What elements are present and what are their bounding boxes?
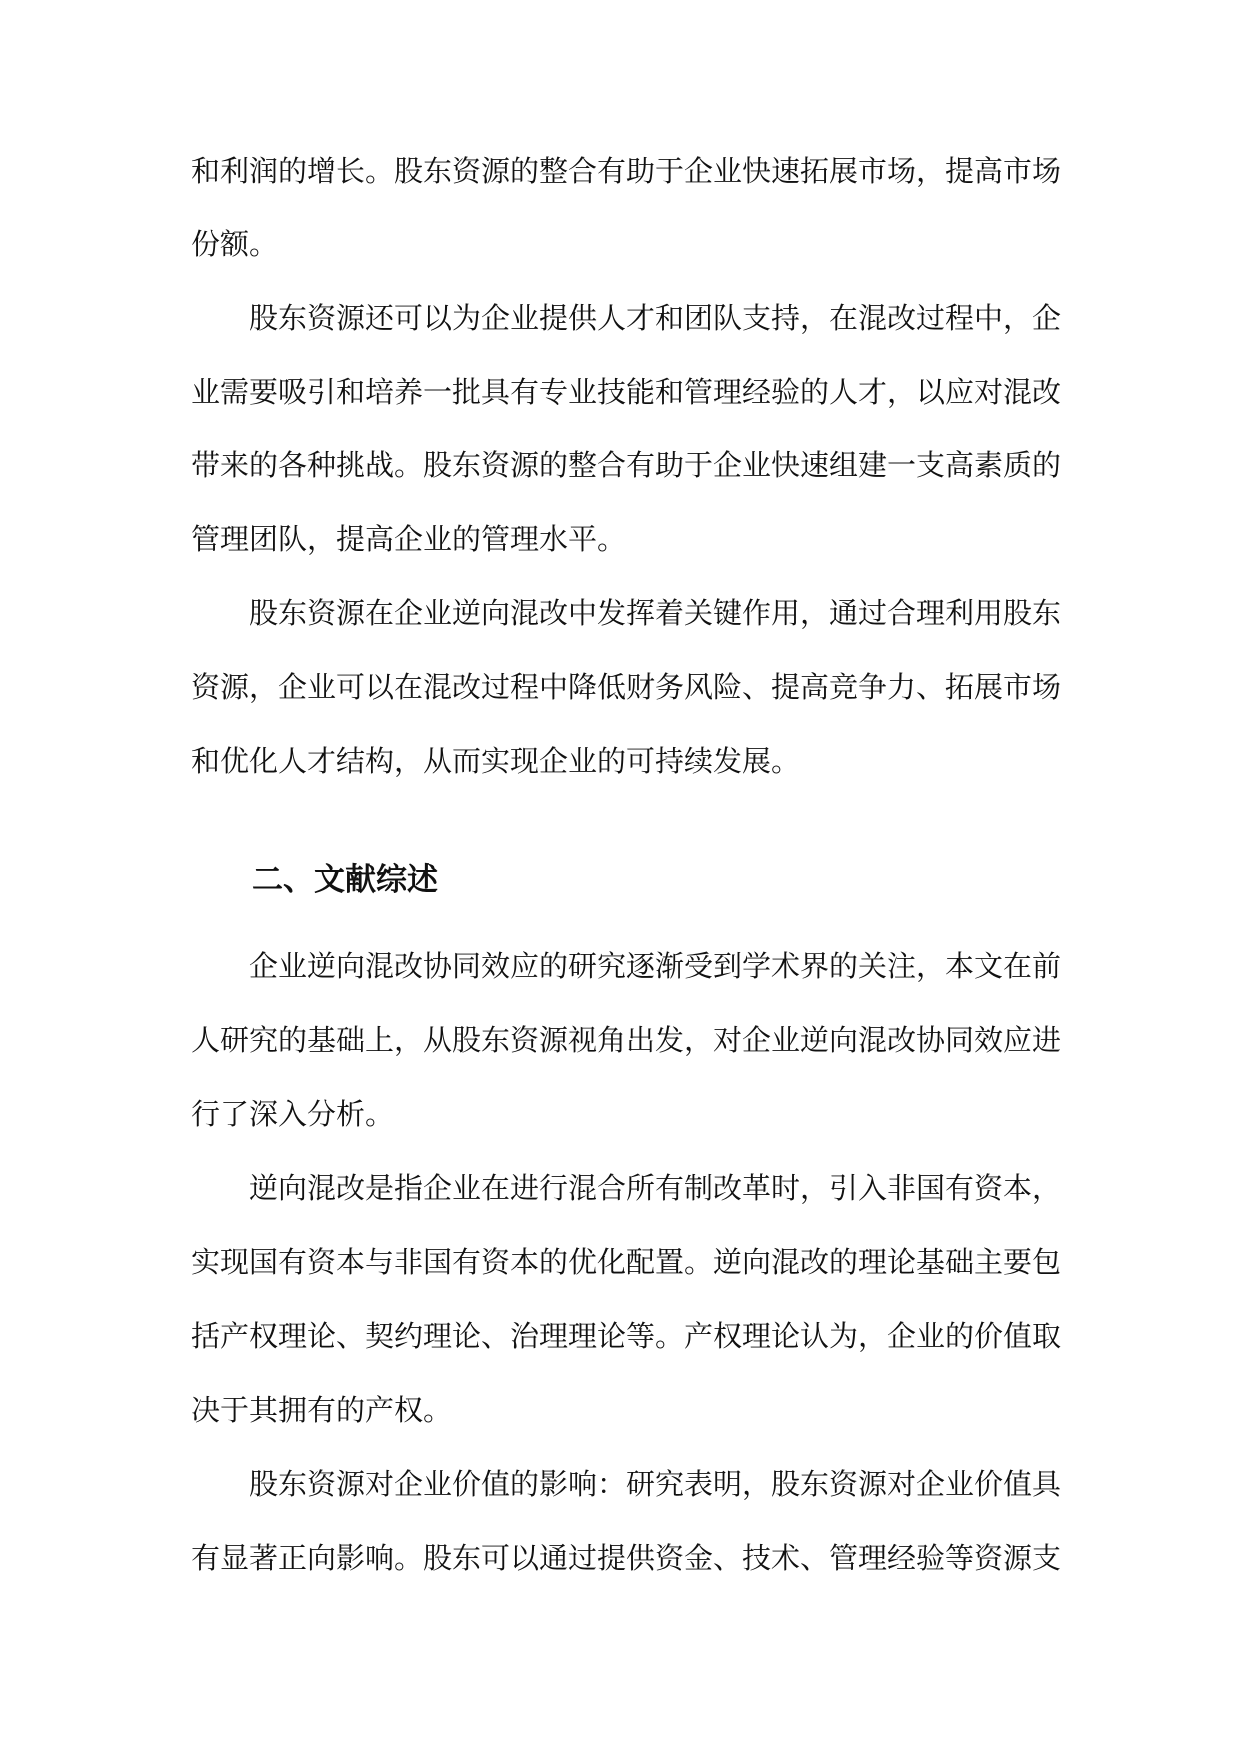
paragraph-line: 份额。 xyxy=(191,227,279,261)
paragraph-line: 有显著正向影响。股东可以通过提供资金、技术、管理经验等资源支 xyxy=(191,1541,1062,1575)
paragraph-line: 股东资源对企业价值的影响：研究表明，股东资源对企业价值具 xyxy=(249,1467,1062,1501)
paragraph-line: 管理团队，提高企业的管理水平。 xyxy=(191,522,627,556)
paragraph-line: 行了深入分析。 xyxy=(191,1097,395,1131)
paragraph-line: 企业逆向混改协同效应的研究逐渐受到学术界的关注，本文在前 xyxy=(249,949,1062,983)
paragraph-line: 业需要吸引和培养一批具有专业技能和管理经验的人才，以应对混改 xyxy=(191,375,1062,409)
paragraph-line: 人研究的基础上，从股东资源视角出发，对企业逆向混改协同效应进 xyxy=(191,1023,1062,1057)
paragraph-line: 实现国有资本与非国有资本的优化配置。逆向混改的理论基础主要包 xyxy=(191,1245,1062,1279)
paragraph-line: 决于其拥有的产权。 xyxy=(191,1393,453,1427)
paragraph-line: 括产权理论、契约理论、治理理论等。产权理论认为，企业的价值取 xyxy=(191,1319,1062,1353)
section-heading: 二、文献综述 xyxy=(252,862,438,898)
paragraph-line: 资源，企业可以在混改过程中降低财务风险、提高竞争力、拓展市场 xyxy=(191,670,1062,704)
paragraph-line: 和利润的增长。股东资源的整合有助于企业快速拓展市场，提高市场 xyxy=(191,154,1062,188)
paragraph-line: 逆向混改是指企业在进行混合所有制改革时，引入非国有资本， xyxy=(249,1171,1062,1205)
paragraph-line: 股东资源还可以为企业提供人才和团队支持，在混改过程中，企 xyxy=(249,301,1062,335)
paragraph-line: 带来的各种挑战。股东资源的整合有助于企业快速组建一支高素质的 xyxy=(191,448,1062,482)
paragraph-line: 和优化人才结构，从而实现企业的可持续发展。 xyxy=(191,744,801,778)
paragraph-line: 股东资源在企业逆向混改中发挥着关键作用，通过合理利用股东 xyxy=(249,596,1062,630)
